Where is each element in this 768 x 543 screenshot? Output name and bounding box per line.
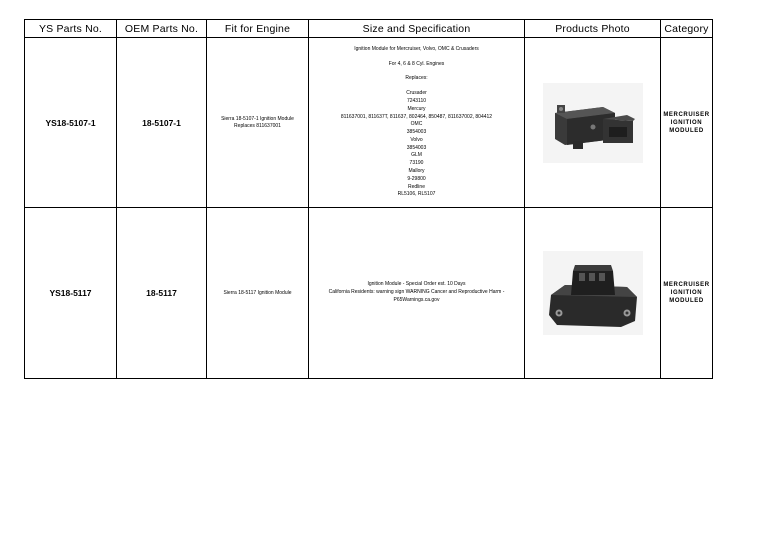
fit-for-engine xyxy=(207,208,309,379)
product-photo-cell xyxy=(525,208,661,379)
oem-part-number: 18-5117 xyxy=(117,208,207,379)
category xyxy=(661,38,713,208)
spec-line: California Residents: warning sign WARNING Cancer and Reproductive Harm - xyxy=(328,289,505,296)
header-size-spec: Size and Specification xyxy=(309,20,525,38)
spec-line: P65Warnings.ca.gov xyxy=(393,296,440,303)
spec-line: 811637001, 811637T, 811637, 802464, 850487, 811637002, 804412 xyxy=(340,113,493,120)
spec-line: Replaces: xyxy=(405,75,428,82)
header-oem-parts: OEM Parts No. xyxy=(117,20,207,38)
spec-line: Crusader xyxy=(406,90,427,97)
spec-line: Redline xyxy=(408,183,425,190)
size-specification xyxy=(309,38,525,208)
product-photo-cell xyxy=(525,38,661,208)
spec-line: GLM xyxy=(411,152,422,159)
spec-line: Volvo xyxy=(410,136,423,143)
ys-part-number: YS18-5107-1 xyxy=(25,38,117,208)
category xyxy=(661,208,713,379)
spec-line: Ignition Module - Special Order est. 10 Days xyxy=(367,281,466,288)
fit-line: Replaces 811637001 xyxy=(234,122,281,129)
spec-line: Ignition Module for Mercruiser, Volvo, OMC & Crusaders xyxy=(354,45,479,52)
header-row xyxy=(25,20,713,38)
ignition-module-photo xyxy=(525,251,660,335)
header-category: Category xyxy=(661,20,713,38)
spec-line: For 4, 6 & 8 Cyl. Engines xyxy=(388,60,445,67)
category-line: MERCRUISER xyxy=(663,111,710,118)
spec-line: RL5106, RL5107 xyxy=(397,191,436,198)
spec-line: 3854003 xyxy=(406,144,427,151)
spec-line: 3854003 xyxy=(406,129,427,136)
category-line: MERCRUISER xyxy=(663,282,710,288)
spec-line: Mercury xyxy=(407,105,426,112)
table-row xyxy=(25,208,713,379)
fit-for-engine xyxy=(207,38,309,208)
table-row xyxy=(25,38,713,208)
spec-line: OMC xyxy=(410,121,423,128)
header-products-photo: Products Photo xyxy=(525,20,661,38)
spec-line: Mallory xyxy=(408,168,425,175)
fit-line: Sierra 18-5117 Ignition Module xyxy=(223,289,292,296)
category-line: MODULED xyxy=(669,298,704,304)
ignition-module-photo xyxy=(525,83,660,163)
category-line: IGNITION xyxy=(670,119,703,126)
spec-line: 9-29800 xyxy=(407,175,426,182)
category-line: IGNITION xyxy=(670,290,703,296)
ys-part-number: YS18-5117 xyxy=(25,208,117,379)
size-specification xyxy=(309,208,525,379)
header-fit-engine: Fit for Engine xyxy=(207,20,309,38)
spec-line: 7243110 xyxy=(406,97,427,104)
fit-line: Sierra 18-5107-1 Ignition Module xyxy=(221,115,294,122)
category-line: MODULED xyxy=(669,127,704,134)
spec-line: 73190 xyxy=(409,160,424,167)
header-ys-parts: YS Parts No. xyxy=(25,20,117,38)
oem-part-number: 18-5107-1 xyxy=(117,38,207,208)
parts-table xyxy=(24,19,713,379)
